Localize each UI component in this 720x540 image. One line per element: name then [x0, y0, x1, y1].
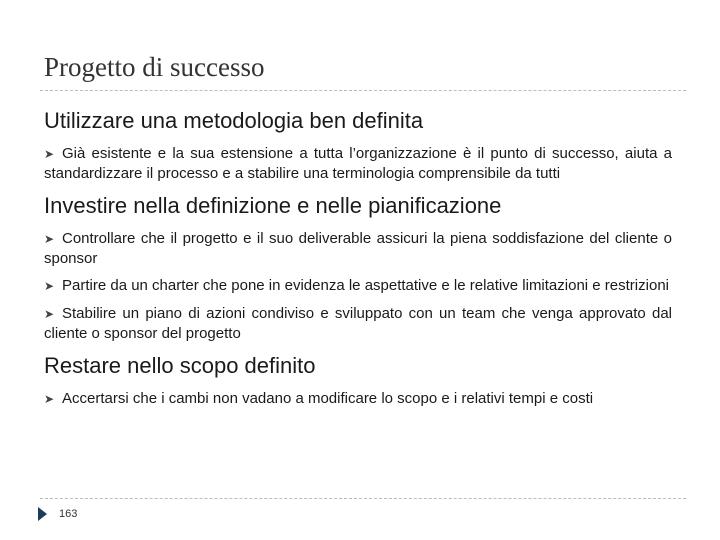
section-heading: Investire nella definizione e nelle pianificazione: [44, 193, 502, 218]
bullet-text: Controllare che il progetto e il suo deliverable assicuri la piena soddisfazione del cliente o sponsor: [44, 230, 672, 267]
bullet-item: [44, 229, 672, 268]
page-number: 163: [59, 508, 78, 520]
bullet-item: [44, 389, 672, 409]
arrow-bullet-icon: ➤: [44, 307, 55, 321]
arrow-bullet-icon: ➤: [44, 147, 55, 161]
bullet-text: Già esistente e la sua estensione a tutta l’organizzazione è il punto di successo, aiuta a standardizzare il processo e a stabilire una terminologia comprensibile da tutti: [44, 145, 672, 182]
section-planning: [44, 191, 672, 343]
section-heading: Utilizzare una metodologia ben definita: [44, 108, 424, 133]
triangle-marker-icon: [38, 507, 47, 521]
bullet-item: [44, 276, 672, 296]
slide-title: Progetto di successo: [44, 52, 265, 82]
bullet-item: [44, 144, 672, 183]
section-methodology: [44, 106, 672, 183]
bullet-text: Partire da un charter che pone in evidenza le aspettative e le relative limitazioni e restrizioni: [62, 277, 669, 294]
arrow-bullet-icon: ➤: [44, 392, 55, 406]
footer-divider: [40, 498, 686, 499]
bullet-item: [44, 304, 672, 343]
section-scope: [44, 351, 672, 409]
bullet-text: Stabilire un piano di azioni condiviso e sviluppato con un team che venga approvato dal cliente o sponsor del progetto: [44, 305, 672, 342]
arrow-bullet-icon: ➤: [44, 232, 55, 246]
arrow-bullet-icon: ➤: [44, 279, 55, 293]
slide-footer: [38, 506, 77, 522]
section-heading: Restare nello scopo definito: [44, 353, 316, 378]
slide-body: [44, 106, 672, 417]
bullet-text: Accertarsi che i cambi non vadano a modificare lo scopo e i relativi tempi e costi: [62, 390, 594, 407]
title-divider: [40, 90, 686, 91]
